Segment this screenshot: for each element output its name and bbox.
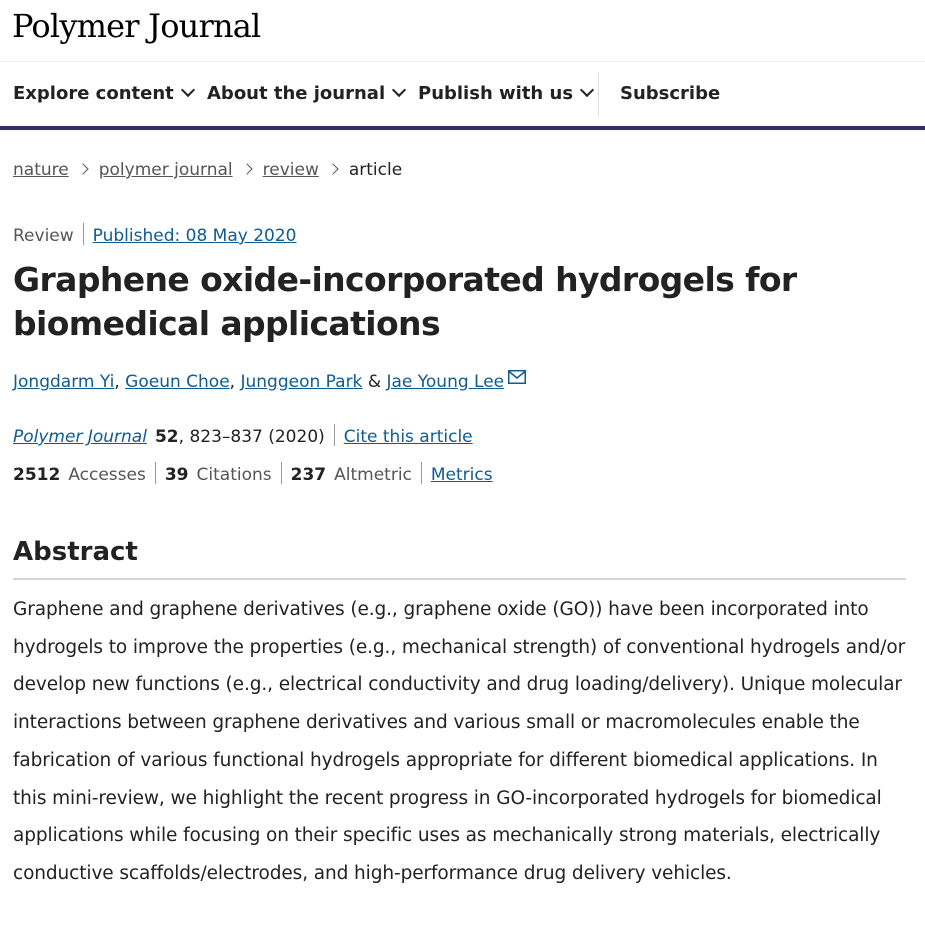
nav-item-label: Explore content xyxy=(13,83,174,104)
article-title: Graphene oxide-incorporated hydrogels for biomedical applications xyxy=(13,260,797,343)
breadcrumb-polymer-journal[interactable]: polymer journal xyxy=(98,160,233,180)
metrics-divider xyxy=(281,462,282,484)
author-separator: , xyxy=(114,372,120,392)
citation-line: Polymer Journal 52, 823–837 (2020) Cite this article xyxy=(13,425,473,449)
citations-count: 39 xyxy=(164,465,189,485)
cite-article-link[interactable]: Cite this article xyxy=(343,427,473,447)
citation-divider xyxy=(334,424,335,446)
breadcrumb-review[interactable]: review xyxy=(262,160,319,180)
altmetric-count: 237 xyxy=(290,465,327,485)
author-separator: , xyxy=(229,372,236,392)
author-separator: & xyxy=(367,372,382,392)
chevron-down-icon xyxy=(392,83,406,97)
author-link[interactable]: Junggeon Park xyxy=(240,372,363,392)
nav-explore-content[interactable] xyxy=(13,62,193,126)
chevron-down-icon xyxy=(181,83,195,97)
breadcrumb-current: article xyxy=(348,160,403,180)
chevron-right-icon xyxy=(77,163,88,174)
mail-icon[interactable] xyxy=(508,370,526,384)
abstract-heading: Abstract xyxy=(13,537,138,567)
article-metrics xyxy=(13,463,493,487)
metrics-divider xyxy=(421,462,422,484)
nav-divider xyxy=(598,72,599,116)
citation-volume: 52 xyxy=(154,427,179,447)
author-link[interactable]: Goeun Choe xyxy=(125,372,230,392)
journal-name-link[interactable]: Polymer Journal xyxy=(13,427,147,447)
altmetric-label: Altmetric xyxy=(334,465,412,485)
main-nav xyxy=(0,62,925,130)
accesses-count: 2512 xyxy=(13,465,61,485)
nav-about-journal[interactable] xyxy=(207,62,404,126)
author-list xyxy=(13,370,526,394)
nav-item-label: About the journal xyxy=(207,83,386,104)
metrics-link[interactable]: Metrics xyxy=(430,465,493,485)
chevron-down-icon xyxy=(580,83,594,97)
nav-item-label: Subscribe xyxy=(620,83,721,104)
nav-subscribe[interactable] xyxy=(620,62,720,126)
accesses-label: Accesses xyxy=(68,465,146,485)
citation-pages-year: 823–837 (2020) xyxy=(189,427,325,447)
author-link[interactable]: Jae Young Lee xyxy=(386,372,505,392)
article-type: Review xyxy=(13,226,74,246)
article-meta xyxy=(13,224,296,248)
citations-label: Citations xyxy=(196,465,272,485)
nav-publish-with-us[interactable] xyxy=(418,62,592,126)
breadcrumb-nature[interactable]: nature xyxy=(13,160,69,180)
abstract-divider xyxy=(13,578,906,580)
abstract-text: Graphene and graphene derivatives (e.g., graphene oxide (GO)) have been incorporated into hydrogels to improve the properties (e.g., mechanical strength) of conventional hydrogels and/or develop new functions (e.g., electrical conductivity and drug loading/delivery). Unique molecular interactions between graphene derivatives and various small or macromolecules enable the fabrication of various functional hydrogels appropriate for different biomedical applications. In this mini-review, we highlight the recent progress in GO-incorporated hydrogels for biomedical applications while focusing on their specific uses as mechanically strong materials, electrically conductive scaffolds/electrodes, and high-performance drug delivery vehicles. xyxy=(13,599,906,884)
published-date-link[interactable]: Published: 08 May 2020 xyxy=(92,226,297,246)
meta-divider xyxy=(83,223,84,245)
metrics-divider xyxy=(155,462,156,484)
breadcrumb xyxy=(13,158,402,182)
author-link[interactable]: Jongdarm Yi xyxy=(13,372,115,392)
chevron-right-icon xyxy=(241,163,252,174)
chevron-right-icon xyxy=(327,163,338,174)
nav-item-label: Publish with us xyxy=(418,83,574,104)
journal-logo[interactable]: Polymer Journal xyxy=(12,7,261,45)
